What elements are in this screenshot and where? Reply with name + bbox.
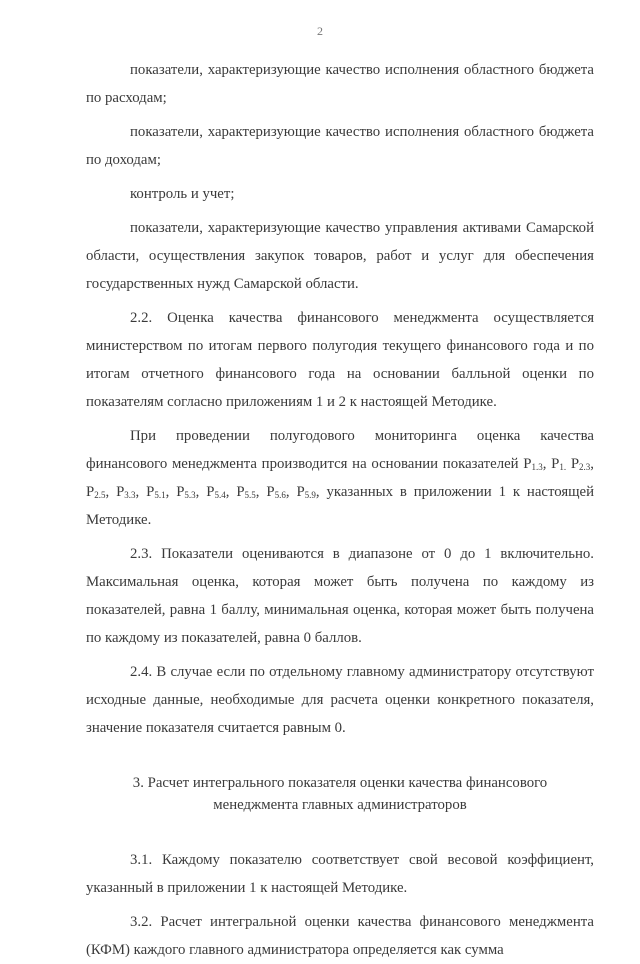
indicator-letter: P bbox=[146, 484, 155, 500]
indicator-symbol bbox=[523, 456, 551, 472]
paragraph-3-2: 3.2. Расчет интегральной оценки качества финансового менеджмента (КФМ) каждого главного администратора определяется как сумма bbox=[86, 914, 594, 958]
indicator-separator: , bbox=[255, 484, 267, 500]
paragraph-3-1: 3.1. Каждому показателю соответствует свой весовой коэффициент, указанный в приложении 1 к настоящей Методике. bbox=[86, 852, 594, 896]
indicator-letter: P bbox=[266, 484, 275, 500]
monitoring-tail: указанных в приложении 1 к настоящей Методике. bbox=[86, 484, 595, 528]
indicator-letter: P bbox=[296, 484, 305, 500]
indicator-letter: P bbox=[176, 484, 185, 500]
indicator-letter: P bbox=[206, 484, 215, 500]
indicator-subscript: 1. bbox=[559, 462, 567, 472]
indicator-symbol bbox=[146, 484, 176, 500]
indicator-letter: P bbox=[551, 456, 560, 472]
indicator-subscript: 5.6 bbox=[274, 490, 286, 500]
indicator-letter: P bbox=[116, 484, 125, 500]
indicator-letter: P bbox=[236, 484, 245, 500]
indicator-separator: , bbox=[225, 484, 237, 500]
heading-line-2: менеджмента главных администраторов bbox=[213, 797, 467, 813]
indicator-subscript: 2.3 bbox=[579, 462, 591, 472]
indicator-letter: P bbox=[523, 456, 532, 472]
indicator-symbol bbox=[236, 484, 266, 500]
indicator-symbol bbox=[266, 484, 296, 500]
indicator-separator: , bbox=[542, 456, 552, 472]
paragraph-control: контроль и учет; bbox=[130, 186, 235, 202]
paragraph-revenue-indicators: показатели, характеризующие качество исполнения областного бюджета по доходам; bbox=[86, 124, 594, 168]
page-number: 2 bbox=[317, 24, 323, 38]
indicator-separator: , bbox=[590, 456, 594, 472]
indicator-letter: P bbox=[86, 484, 95, 500]
indicator-separator: , bbox=[315, 484, 320, 500]
indicator-subscript: 2.5 bbox=[94, 490, 106, 500]
indicator-subscript: 5.4 bbox=[214, 490, 226, 500]
paragraph-asset-management: показатели, характеризующие качество управления активами Самарской области, осуществления закупок товаров, работ и услуг для обеспечения государственных нужд Самарской области. bbox=[86, 220, 594, 292]
paragraph-2-4: 2.4. В случае если по отдельному главному администратору отсутствуют исходные данные, необходимые для расчета оценки конкретного показателя, значение показателя считается равным 0. bbox=[86, 664, 594, 736]
indicator-subscript: 1.3 bbox=[531, 462, 543, 472]
paragraph-expenditure-indicators: показатели, характеризующие качество исполнения областного бюджета по расходам; bbox=[86, 62, 594, 106]
paragraph-2-2: 2.2. Оценка качества финансового менеджмента осуществляется министерством по итогам первого полугодия текущего финансового года и по итогам отчетного финансового года на основании балльной оценки по показателям согласно приложениям 1 и 2 к настоящей Методике. bbox=[86, 310, 594, 410]
paragraph-semiannual-monitoring bbox=[86, 422, 594, 534]
indicator-separator: , bbox=[195, 484, 207, 500]
indicator-subscript: 5.9 bbox=[304, 490, 316, 500]
heading-line-1: 3. Расчет интегрального показателя оценки качества финансового bbox=[132, 775, 548, 791]
indicator-subscript: 5.3 bbox=[184, 490, 196, 500]
monitoring-intro: При проведении полугодового мониторинга оценка качества финансового менеджмента производится на основании показателей bbox=[86, 428, 594, 472]
indicator-symbol bbox=[571, 456, 594, 472]
indicator-symbol bbox=[86, 484, 116, 500]
indicator-symbol bbox=[206, 484, 236, 500]
indicator-subscript: 3.3 bbox=[124, 490, 136, 500]
indicator-separator: , bbox=[105, 484, 117, 500]
section-3-heading bbox=[86, 772, 594, 816]
indicator-subscript: 5.5 bbox=[244, 490, 256, 500]
indicator-symbol bbox=[116, 484, 146, 500]
indicator-symbol bbox=[176, 484, 206, 500]
indicator-separator: , bbox=[285, 484, 297, 500]
indicator-separator: , bbox=[165, 484, 177, 500]
paragraph-2-3: 2.3. Показатели оцениваются в диапазоне от 0 до 1 включительно. Максимальная оценка, которая может быть получена по каждому из показателей, равна 1 баллу, минимальная оценка, которая может быть получена по каждому из показателей, равна 0 баллов. bbox=[86, 546, 594, 646]
document-body bbox=[86, 56, 594, 964]
indicator-symbol bbox=[551, 456, 571, 472]
indicator-subscript: 5.1 bbox=[154, 490, 166, 500]
indicator-symbol bbox=[296, 484, 319, 500]
indicator-letter: P bbox=[570, 456, 580, 472]
indicator-separator: , bbox=[135, 484, 147, 500]
